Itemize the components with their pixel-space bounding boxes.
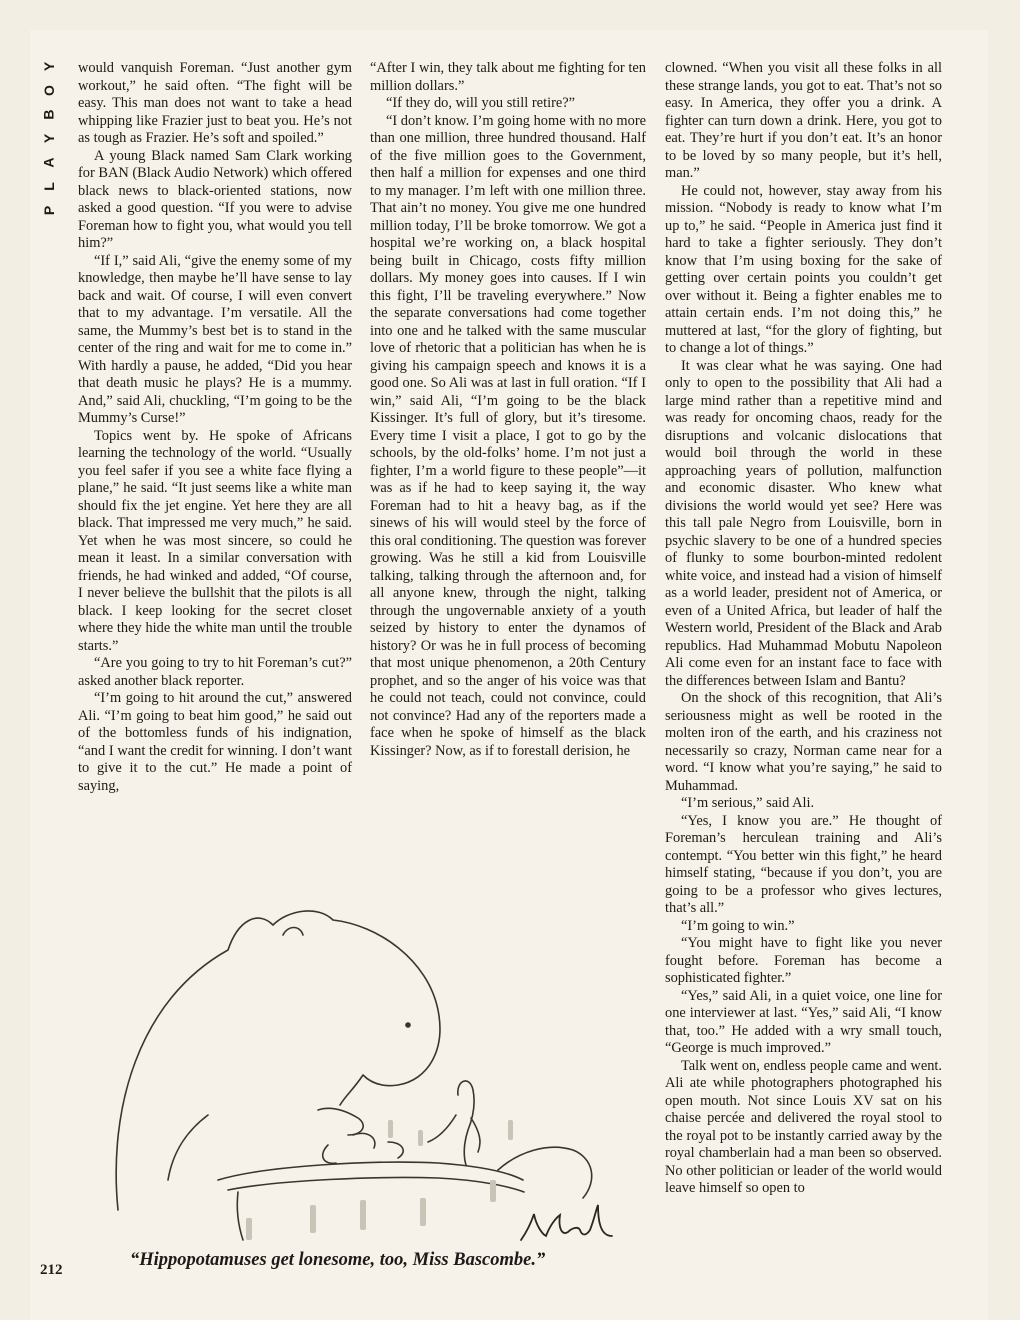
text-column-3 xyxy=(665,60,942,1198)
woman-figure xyxy=(458,1081,474,1165)
paragraph: “After I win, they talk about me fighting for ten million dollars.” xyxy=(370,60,646,94)
masthead-letter: Y xyxy=(41,132,57,144)
text-column-1 xyxy=(78,60,352,795)
paragraph: “You might have to fight like you never fought before. Foreman has become a sophisticated fighter.” xyxy=(665,935,942,986)
masthead-letter: L xyxy=(41,181,57,191)
cartoonist-signature xyxy=(516,1200,626,1250)
paragraph: “Yes, I know you are.” He thought of Foreman’s herculean training and Ali’s contempt. “You better win this fight,” he heard himself stating, “because if you don’t, you are going to be a professor who gives lectures, that’s all.” xyxy=(665,812,942,916)
paragraph: On the shock of this recognition, that Ali’s seriousness might as well be rooted in the molten iron of the earth, and his craziness not necessarily so crazy, Norman came near for a word. “I know what you’re saying,” he said to Muhammad. xyxy=(665,690,942,794)
cartoon-caption: “Hippopotamuses get lonesome, too, Miss Bascombe.” xyxy=(130,1250,546,1270)
hippo-outline xyxy=(116,911,440,1210)
paragraph: would vanquish Foreman. “Just another gym workout,” he said often. “The fight will be easy. This man does not want to take a head whipping like Frazier just to beat you. He’s not as tough as Frazier. He’s soft and spoiled.” xyxy=(78,60,352,146)
paragraph: “I’m going to hit around the cut,” answered Ali. “I’m going to beat him good,” he said out of the bottomless funds of his indignation, “and I want the credit for winning. I don’t want to give it to the cut.” He made a point of saying, xyxy=(78,690,352,794)
paragraph: He could not, however, stay away from his mission. “Nobody is ready to know what I’m up to,” he said. “People in America just find it hard to take a fighter seriously. They don’t know that I’m using boxing for the sake of getting over certain points you couldn’t get over without it. Being a fighter enables me to attain certain ends. I’m not doing this,” he muttered at last, “for the glory of fighting, but to change a lot of things.” xyxy=(665,182,942,356)
masthead-letter: P xyxy=(41,204,57,216)
paragraph: A young Black named Sam Clark working for BAN (Black Audio Network) which offered black news to black-oriented stations, now asked a good question. “If you were to advise Foreman how to fight you, what would you tell him?” xyxy=(78,147,352,251)
paragraph: “If they do, will you still retire?” xyxy=(386,95,576,111)
paragraph: Topics went by. He spoke of Africans learning the technology of the world. “Usually you feel safer if you see a white face flying a plane,” he said. “It just seems like a white man should fix the jet engine. Yet here they are all black. That impressed me very much,” he said. Yet when he was most sincere, so could he mean it least. In a similar conversation with friends, he had winked and added, “Of course, I never believe the bullshit that the pilots is all black. I keep looking for the secret closet where they hide the white man until the trouble starts.” xyxy=(78,427,352,654)
paragraph: It was clear what he was saying. One had only to open to the possibility that Ali had a large mind rather than a repetitive mind and was ready for oncoming chaos, ready for the disruptions and volcanic dislocations that would boil through the world in these approaching years of pollution, malfunction and economic disaster. Who knew what divisions the world would yet see? Here was this tall pale Negro from Louisville, born in psychic slavery to be one of a hundred species of flunky to some bourbon-minted redolent white voice, and instead had a vision of himself as a world leader, president not of America, or even of a United Africa, but leader of half the Western world, President of the Black and Arab republics. Had Muhammad Mobutu Napoleon Ali come even for an instant face to face with the differences between Islam and Bantu? xyxy=(665,357,942,689)
masthead-letter: O xyxy=(40,84,57,96)
paragraph: Talk went on, endless people came and went. Ali ate while photographers photographed his open mouth. Not since Louis XV sat on his chaise percée and delivered the royal stool to the royal pot to be instantly carried away by the royal chamberlain had a man been so observed. No other politician or leader of the world would leave himself so open to xyxy=(665,1057,942,1196)
page-number: 212 xyxy=(40,1262,63,1278)
masthead-letter: A xyxy=(41,156,57,168)
paragraph: “Are you going to try to hit Foreman’s cut?” asked another black reporter. xyxy=(78,655,352,689)
paragraph: “I’m serious,” said Ali. xyxy=(681,795,815,811)
masthead-letter: B xyxy=(41,108,57,120)
table-shading xyxy=(246,1120,513,1240)
paragraph: “I’m going to win.” xyxy=(681,917,795,934)
hippo-eye xyxy=(405,1022,411,1028)
text-column-2 xyxy=(370,60,646,760)
paragraph: “If I,” said Ali, “give the enemy some of my knowledge, then maybe he’ll have sense to lay back and wait. Of course, I will even convert that to my advantage. I’m versatile. All the same, the Mummy’s best bet is to stand in the center of the ring and wait for me to come in.” With hardly a pause, he added, “Did you hear that death music he plays? He is a mummy. And,” said Ali, chuckling, “I’m going to be the Mummy’s Curse!” xyxy=(78,252,352,426)
paragraph: clowned. “When you visit all these folks in all these strange lands, you got to eat. That’s not so easy. In America, they offer you a drink. A fighter can turn down a drink. Here, you got to eat. They’re hurt if you don’t eat. It’s an honor to be loved by so many people, but it’s hell, man.” xyxy=(665,60,942,181)
masthead-letter: Y xyxy=(41,60,57,72)
paragraph: “I don’t know. I’m going home with no more than one million, three hundred thousand. Half of the five million goes to the Government, then half a million for expenses and one third to my manager. I’m left with one million three. That ain’t no money. You give me one hundred million today, I’ll be broke tomorrow. We got a hospital we’re working on, a black hospital being built in Chicago, costs fifty million dollars. My money goes into causes. If I win this fight, I’ll be traveling everywhere.” Now the separate conversations had come together into one and he talked with the same muscular love of rhetoric that a politician has when he is giving his campaign speech and knows it is a good one. So Ali was at last in full oration. “If I win,” said Ali, “I’m going to be the black Kissinger. It’s full of glory, but it’s tiresome. Every time I visit a place, I got to go by the schools, by the old-folks’ home. I’m not just a fighter, I’m a world figure to these people”—it was as if he had to keep saying it, the way Foreman had to hit a heavy bag, as if the sinews of his will would steel by the force of this oral conditioning. The question was forever growing. Was he still a kid from Louisville talking, talking through the afternoon and, for all anyone knew, through the night, talking through the ungovernable anxiety of a youth seized by history to enter the dynamos of history? Or was he in full process of becoming that most unique phenomenon, a 20th Century prophet, and so the anger of his voice was that he could not teach, could not convince, could not convince? Had any of the reporters made a face when he spoke of himself as the black Kissinger? Now, as if to forestall derision, he xyxy=(370,112,646,759)
cartoon-illustration xyxy=(78,880,643,1250)
paragraph: “Yes,” said Ali, in a quiet voice, one line for one interviewer at last. “Yes,” said Ali, “I know that, too.” He added with a wry small touch, “George is much improved.” xyxy=(665,987,942,1056)
masthead-vertical xyxy=(36,58,62,218)
